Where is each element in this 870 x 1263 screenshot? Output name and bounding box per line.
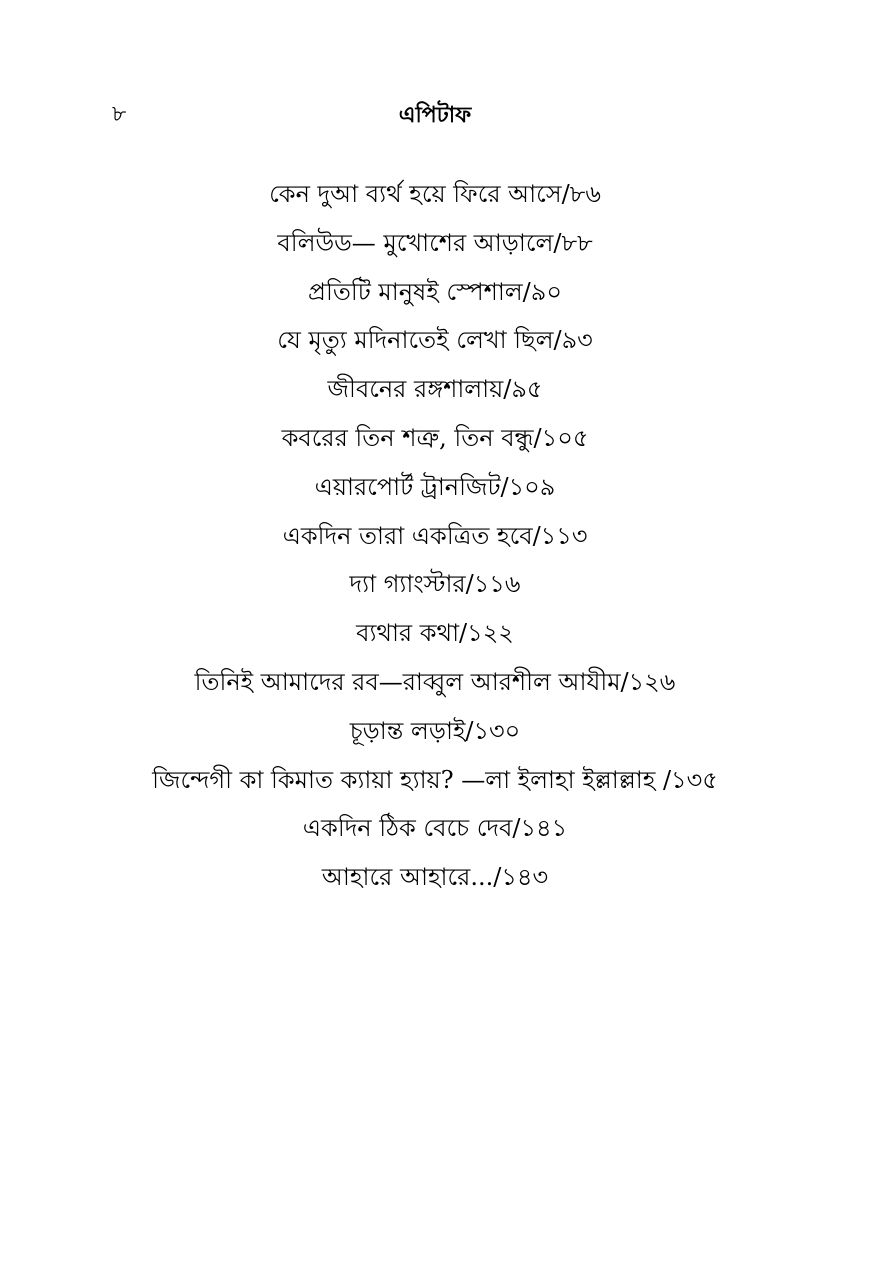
page-number: ৮ — [112, 102, 127, 127]
toc-entry: কেন দুআ ব্যর্থ হয়ে ফিরে আসে/৮৬ — [269, 180, 601, 208]
toc-entry: দ্যা গ্যাংস্টার/১১৬ — [349, 570, 521, 599]
toc-entry: কবরের তিন শত্রু, তিন বন্ধু/১০৫ — [281, 423, 589, 452]
toc-entry: বলিউড— মুখোশের আড়ালে/৮৮ — [277, 228, 593, 257]
toc-entry: চূড়ান্ত লড়াই/১৩০ — [349, 716, 521, 745]
toc-entry: এয়ারপোর্ট ট্রানজিট/১০৯ — [314, 472, 556, 501]
toc-entry: যে মৃত্যু মদিনাতেই লেখা ছিল/৯৩ — [277, 326, 593, 355]
toc-entry: জিন্দেগী কা কিমাত ক্যায়া হ্যায়? —লা ইলাহা ইল্লাল্লাহ /১৩৫ — [152, 765, 718, 794]
toc-entry: তিনিই আমাদের রব—রাব্বুল আরশীল আযীম/১২৬ — [194, 667, 676, 696]
table-of-contents — [0, 174, 870, 906]
toc-entry: আহারে আহারে.../১৪৩ — [321, 863, 549, 892]
toc-entry: একদিন ঠিক বেচে দেব/১৪১ — [302, 814, 568, 843]
toc-entry: ব্যথার কথা/১২২ — [356, 619, 514, 648]
toc-entry: জীবনের রঙ্গশালায়/৯৫ — [327, 375, 543, 404]
toc-entry: একদিন তারা একত্রিত হবে/১১৩ — [282, 521, 588, 550]
toc-entry: প্রতিটি মানুষই স্পেশাল/৯০ — [308, 277, 562, 306]
running-header: এপিটাফ — [398, 102, 472, 128]
